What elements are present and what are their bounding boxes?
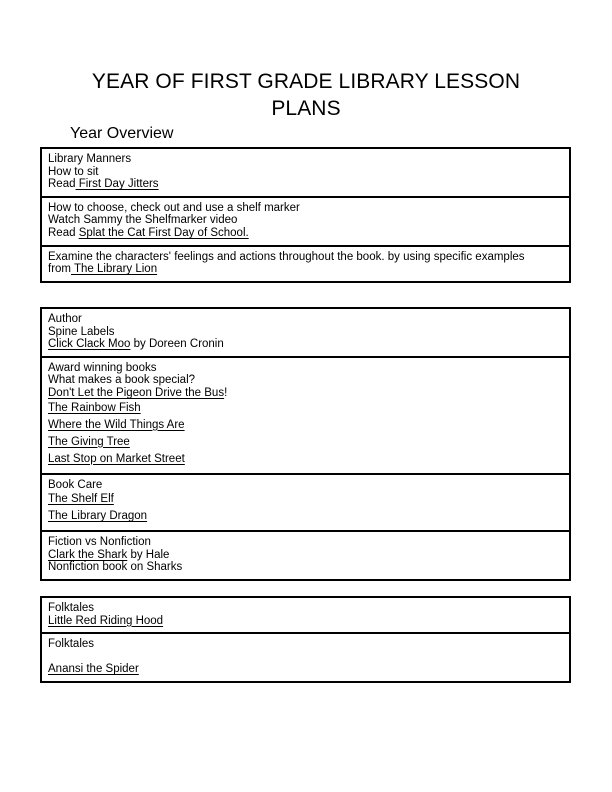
book-title-line bbox=[48, 508, 563, 525]
text-line: Folktales bbox=[48, 602, 95, 614]
row-folktales-little-red bbox=[42, 598, 569, 634]
book-title: Where the Wild Things Are bbox=[48, 418, 185, 431]
line-suffix: ! bbox=[224, 386, 228, 399]
book-title: Don't Let the Pigeon Drive the Bus bbox=[48, 386, 225, 399]
row-library-lion bbox=[42, 247, 569, 281]
book-title-line bbox=[48, 227, 563, 240]
row-folktales-anansi bbox=[42, 634, 569, 681]
line-prefix: Read bbox=[48, 178, 76, 191]
line-prefix: Examine the characters' feelings and actions throughout the book. by using specific examples from bbox=[48, 250, 525, 276]
row-award-winning-books bbox=[42, 358, 569, 475]
book-title-line bbox=[48, 663, 563, 676]
book-title-line bbox=[48, 615, 563, 628]
text-line: How to sit bbox=[48, 165, 99, 178]
row-book-care bbox=[42, 475, 569, 533]
book-title: Click Clack Moo bbox=[48, 338, 131, 351]
row-shelf-marker bbox=[42, 198, 569, 247]
book-title-line bbox=[48, 400, 563, 417]
line-suffix: by Doreen Cronin bbox=[130, 338, 224, 351]
text-line: Watch Sammy the Shelfmarker video bbox=[48, 214, 238, 227]
row-fiction-vs-nonfiction bbox=[42, 532, 569, 579]
text-line: Library Manners bbox=[48, 153, 132, 165]
text-line: Spine Labels bbox=[48, 325, 115, 338]
text-line: Nonfiction book on Sharks bbox=[48, 561, 183, 574]
book-title: The Library Lion bbox=[71, 263, 158, 276]
book-title-line bbox=[48, 251, 538, 276]
table-third-quarter bbox=[40, 596, 571, 683]
book-title: Little Red Riding Hood bbox=[48, 614, 164, 627]
text-line: Book Care bbox=[48, 478, 103, 491]
book-title-line bbox=[48, 434, 563, 451]
book-title: Anansi the Spider bbox=[48, 663, 139, 676]
text-line: Author bbox=[48, 313, 82, 325]
book-title-line bbox=[48, 549, 563, 562]
table-first-quarter bbox=[40, 147, 571, 283]
book-title-line bbox=[48, 178, 563, 191]
book-title-line bbox=[48, 417, 563, 434]
book-title: The Rainbow Fish bbox=[48, 401, 141, 414]
book-title: Clark the Shark bbox=[48, 548, 128, 561]
book-title: First Day Jitters bbox=[75, 178, 159, 191]
book-title-line bbox=[48, 491, 563, 508]
book-title: The Shelf Elf bbox=[48, 493, 114, 506]
text-line: How to choose, check out and use a shelf marker bbox=[48, 201, 300, 214]
text-line: Folktales bbox=[48, 638, 95, 651]
row-library-manners bbox=[42, 149, 569, 198]
book-title: Splat the Cat First Day of School. bbox=[78, 226, 249, 239]
book-title: The Giving Tree bbox=[48, 435, 130, 448]
book-title-line bbox=[48, 387, 563, 400]
section-heading-year-overview: Year Overview bbox=[70, 125, 174, 142]
row-author-spine-labels bbox=[42, 309, 569, 358]
line-prefix: Read bbox=[48, 226, 79, 239]
book-title-line bbox=[48, 338, 563, 351]
text-line: Fiction vs Nonfiction bbox=[48, 536, 151, 549]
book-title-line bbox=[48, 451, 563, 468]
line-suffix: by Hale bbox=[127, 548, 170, 561]
book-title: Last Stop on Market Street bbox=[48, 452, 185, 465]
table-second-quarter bbox=[40, 307, 571, 581]
book-title: The Library Dragon bbox=[48, 510, 148, 523]
text-line: Award winning books bbox=[48, 361, 157, 374]
page-title: YEAR OF FIRST GRADE LIBRARY LESSON PLANS bbox=[91, 70, 521, 120]
blank-line bbox=[48, 651, 563, 664]
text-line: What makes a book special? bbox=[48, 374, 196, 387]
